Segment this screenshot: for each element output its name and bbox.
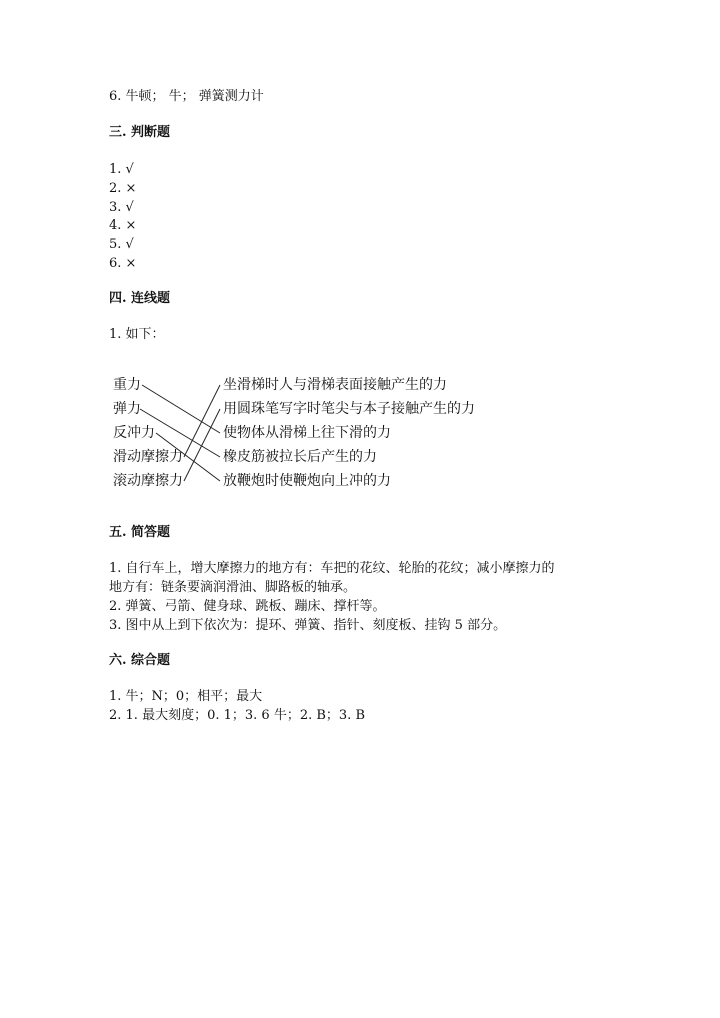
judge-answer-6: 6. × xyxy=(109,256,137,271)
left-term-gravity: 重力 xyxy=(113,377,141,393)
left-term-elastic: 弹力 xyxy=(113,401,141,417)
left-term-rolling-friction: 滚动摩擦力 xyxy=(113,473,183,489)
short-answer-line-3: 2. 弹簧、弓箭、健身球、跳板、蹦床、撑杆等。 xyxy=(109,599,386,614)
short-answer-line-4: 3. 图中从上到下依次为：提环、弹簧、指针、刻度板、挂钩 5 部分。 xyxy=(109,618,507,633)
section-5-heading: 五. 简答题 xyxy=(109,525,171,540)
comprehensive-line-1: 1. 牛；N；0；相平；最大 xyxy=(109,689,263,704)
match-intro: 1. 如下： xyxy=(109,327,165,342)
judge-answer-4: 4. × xyxy=(109,218,137,233)
comprehensive-line-2: 2. 1. 最大刻度；0. 1；3. 6 牛；2. B；3. B xyxy=(109,708,365,723)
judge-answer-2: 2. × xyxy=(109,181,137,196)
judge-answer-5: 5. √ xyxy=(109,237,134,252)
right-desc-5: 放鞭炮时使鞭炮向上冲的力 xyxy=(223,473,391,489)
right-desc-3: 使物体从滑梯上往下滑的力 xyxy=(223,425,391,441)
judge-answer-1: 1. √ xyxy=(109,162,134,177)
left-term-recoil: 反冲力 xyxy=(113,425,155,441)
answer-6-fill: 6. 牛顿； 牛； 弹簧测力计 xyxy=(109,89,264,104)
right-desc-2: 用圆珠笔写字时笔尖与本子接触产生的力 xyxy=(223,401,475,417)
right-desc-1: 坐滑梯时人与滑梯表面接触产生的力 xyxy=(223,377,447,393)
left-term-sliding-friction: 滑动摩擦力 xyxy=(113,449,183,465)
section-6-heading: 六. 综合题 xyxy=(109,653,171,668)
short-answer-line-2: 地方有：链条要滴润滑油、脚路板的轴承。 xyxy=(109,580,357,595)
section-4-heading: 四. 连线题 xyxy=(109,291,171,306)
connector-line-5 xyxy=(184,409,220,481)
judge-answer-3: 3. √ xyxy=(109,200,134,215)
section-3-heading: 三. 判断题 xyxy=(109,125,171,140)
right-desc-4: 橡皮筋被拉长后产生的力 xyxy=(223,449,377,465)
short-answer-line-1: 1. 自行车上，增大摩擦力的地方有：车把的花纹、轮胎的花纹；减小摩擦力的 xyxy=(109,561,555,576)
